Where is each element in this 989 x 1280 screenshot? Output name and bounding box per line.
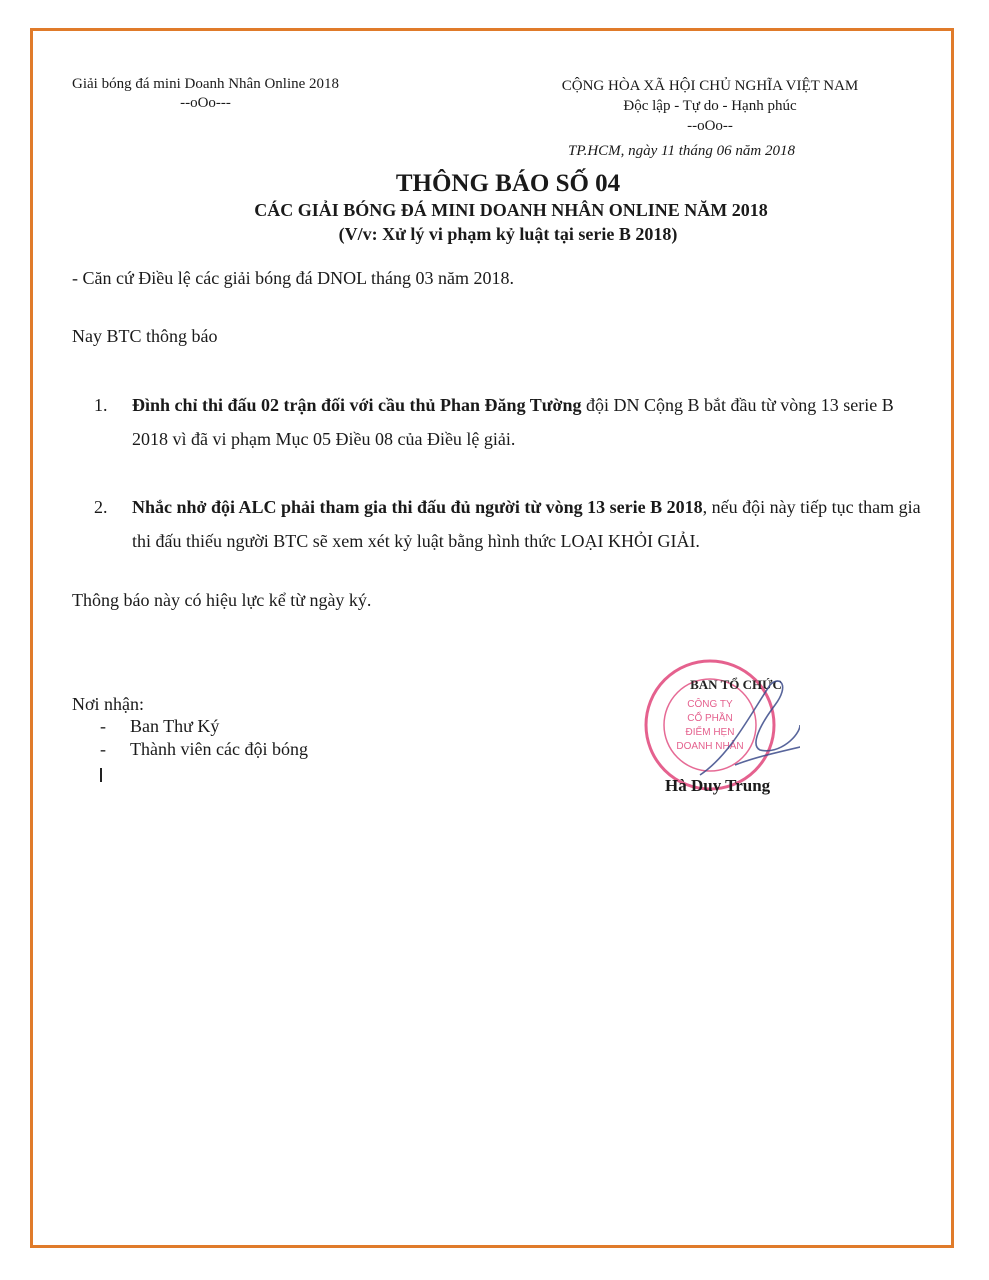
organizer-ornament: --oOo--- xyxy=(180,95,231,111)
intro-line: Nay BTC thông báo xyxy=(72,326,218,346)
recipient-name: Ban Thư Ký xyxy=(130,716,220,736)
recipient-name: Thành viên các đội bóng xyxy=(130,739,308,759)
recipient-dash: - xyxy=(100,739,106,759)
legal-basis: - Căn cứ Điều lệ các giải bóng đá DNOL tháng 03 năm 2018. xyxy=(72,268,514,288)
item-text xyxy=(132,490,922,558)
organizer-header xyxy=(72,76,339,112)
recipient-dash: - xyxy=(100,716,106,736)
document-subject: (V/v: Xử lý vi phạm kỷ luật tại serie B 2018) xyxy=(338,224,678,244)
item-bold-text: Nhắc nhở đội ALC phải tham gia thi đấu đủ người từ vòng 13 serie B 2018 xyxy=(132,497,703,517)
recipients-label: Nơi nhận: xyxy=(72,694,145,714)
signer-name: Hà Duy Trung xyxy=(665,776,771,795)
svg-text:ĐIỂM HẸN: ĐIỂM HẸN xyxy=(685,727,735,738)
text-cursor xyxy=(100,768,102,782)
organizer-name: Giải bóng đá mini Doanh Nhân Online 2018 xyxy=(72,76,340,92)
svg-text:BAN TỔ CHỨC: BAN TỔ CHỨC xyxy=(690,677,782,692)
item-number: 1. xyxy=(94,395,108,415)
national-header xyxy=(520,76,900,136)
document-subtitle: CÁC GIẢI BÓNG ĐÁ MINI DOANH NHÂN ONLINE NĂM 2018 xyxy=(254,200,768,220)
national-motto: Độc lập - Tự do - Hạnh phúc xyxy=(623,98,797,114)
national-title: CỘNG HÒA XÃ HỘI CHỦ NGHĨA VIỆT NAM xyxy=(561,78,859,94)
svg-text:CÔNG TY: CÔNG TY xyxy=(687,699,733,710)
national-ornament: --oOo-- xyxy=(687,118,733,134)
svg-text:CỔ PHẦN: CỔ PHẦN xyxy=(687,713,733,724)
svg-text:DOANH NHÂN: DOANH NHÂN xyxy=(676,741,744,752)
item-bold-text: Đình chỉ thi đấu 02 trận đối với cầu thủ Phan Đăng Tường xyxy=(132,395,582,415)
company-stamp xyxy=(640,655,800,795)
item-rest-text: , nếu đội này tiếp tục tham gia thi đấu thiếu người BTC sẽ xem xét kỷ luật bằng hình thức LOẠI KHỎI GIẢI. xyxy=(132,497,921,551)
item-rest-text: đội DN Cộng B bắt đầu từ vòng 13 serie B 2018 vì đã vi phạm Mục 05 Điều 08 của Điều lệ giải. xyxy=(132,395,894,449)
recipient-item xyxy=(100,739,308,760)
recipient-item xyxy=(100,716,219,737)
document-title: THÔNG BÁO SỐ 04 xyxy=(395,170,621,197)
effective-notice: Thông báo này có hiệu lực kể từ ngày ký. xyxy=(72,590,372,610)
document-date: TP.HCM, ngày 11 tháng 06 năm 2018 xyxy=(568,143,795,159)
item-number: 2. xyxy=(94,497,108,517)
item-text xyxy=(132,388,922,456)
